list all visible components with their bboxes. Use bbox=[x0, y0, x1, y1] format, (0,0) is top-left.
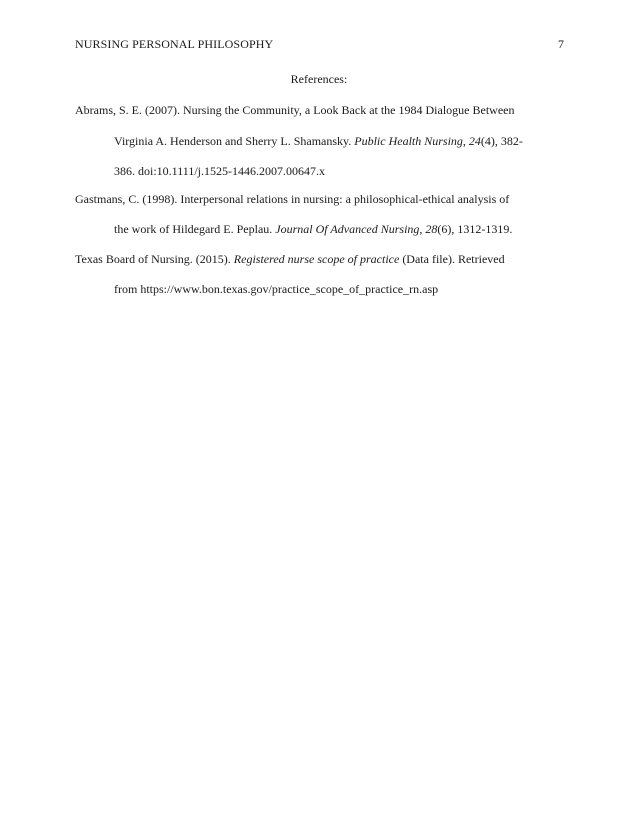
reference-2-journal: Journal Of Advanced Nursing bbox=[275, 222, 420, 236]
reference-1-volume: 24 bbox=[468, 134, 481, 148]
reference-3-url: from https://www.bon.texas.gov/practice_scope_of_practice_rn.asp bbox=[114, 282, 439, 296]
reference-2-volume: 28 bbox=[425, 222, 438, 236]
running-head: NURSING PERSONAL PHILOSOPHY bbox=[75, 37, 274, 51]
reference-2-line-1: Gastmans, C. (1998). Interpersonal relations in nursing: a philosophical-ethical analysis of bbox=[75, 192, 510, 206]
reference-3-title: Registered nurse scope of practice bbox=[233, 252, 400, 266]
reference-2-issue-pages: (6), 1312-1319. bbox=[437, 222, 513, 236]
reference-1-journal: Public Health Nursing bbox=[354, 134, 463, 148]
reference-3-format: (Data file). Retrieved bbox=[399, 252, 505, 266]
reference-1-line-2 bbox=[114, 134, 523, 149]
reference-1-line-1: Abrams, S. E. (2007). Nursing the Community, a Look Back at the 1984 Dialogue Between bbox=[75, 103, 515, 117]
reference-1-line-3: 386. doi:10.1111/j.1525-1446.2007.00647.x bbox=[114, 164, 325, 178]
reference-1-issue-pages: (4), 382- bbox=[480, 134, 523, 148]
reference-3-author: Texas Board of Nursing. (2015). bbox=[75, 252, 234, 266]
page-number: 7 bbox=[558, 37, 564, 51]
reference-1-authors-text: Virginia A. Henderson and Sherry L. Shamansky. bbox=[114, 134, 355, 148]
reference-3-line-1 bbox=[75, 252, 505, 267]
reference-2-line-2 bbox=[114, 222, 512, 237]
references-heading: References: bbox=[290, 72, 348, 86]
reference-1-separator: , bbox=[462, 134, 469, 148]
reference-2-text: the work of Hildegard E. Peplau. bbox=[114, 222, 276, 236]
reference-2-separator: , bbox=[419, 222, 426, 236]
